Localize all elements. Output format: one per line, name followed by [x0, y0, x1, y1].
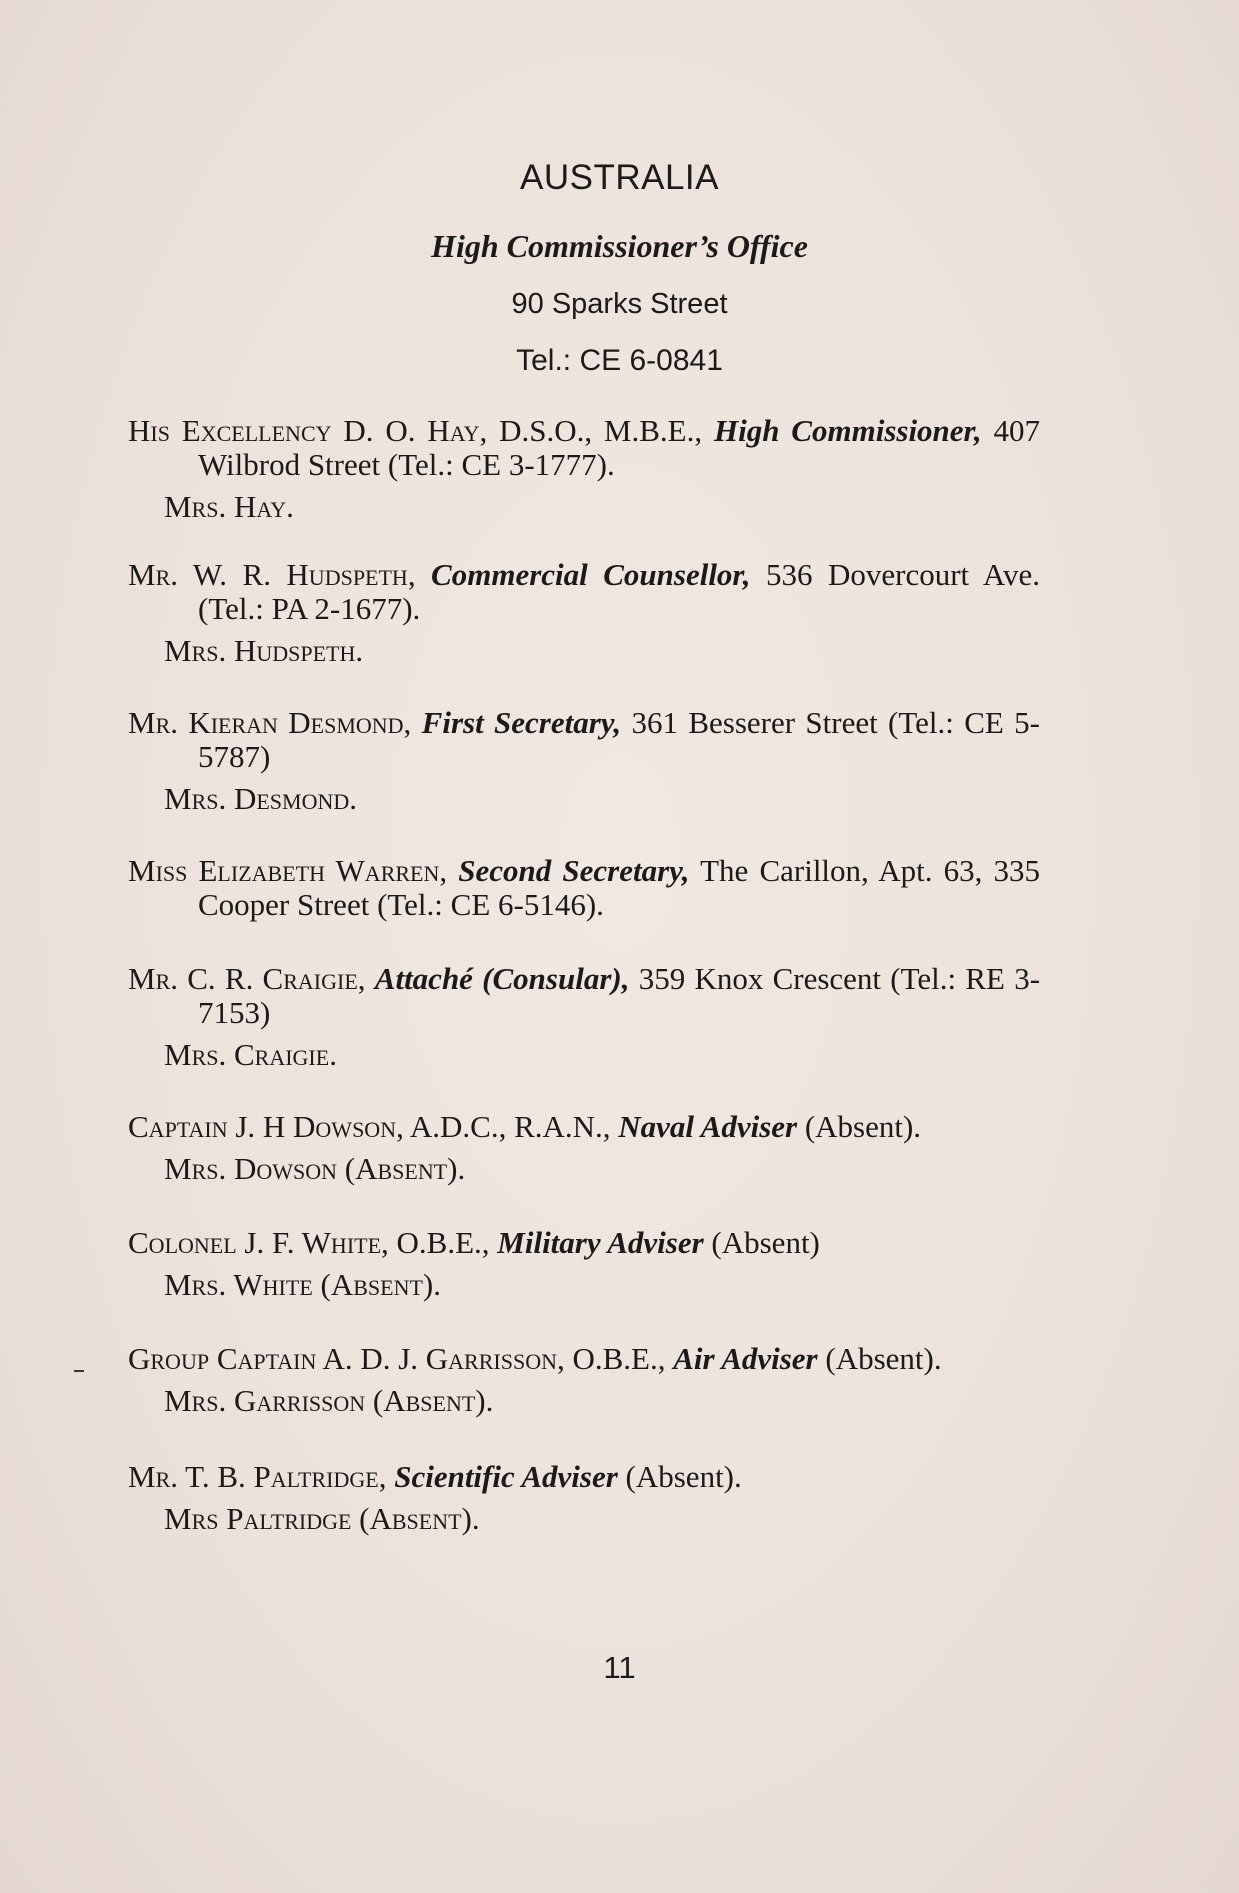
staff-entry [128, 1110, 1040, 1186]
entry-title: First Secretary, [421, 705, 622, 740]
staff-entry [128, 706, 1040, 816]
entry-title: Military Adviser [497, 1225, 704, 1260]
entry-details: 536 Dovercourt Ave. (Tel.: PA 2-1677). [198, 557, 1040, 626]
entry-details: (Absent) [703, 1225, 820, 1260]
entry-name: Miss Elizabeth Warren, [128, 853, 448, 888]
staff-entry [128, 962, 1040, 1072]
staff-list [128, 414, 1040, 1536]
margin-mark [74, 1370, 84, 1372]
entry-title: Attaché (Consular), [374, 961, 630, 996]
entry-title: High Commissioner, [713, 413, 982, 448]
entry-spouse: Mrs. Garrisson (Absent). [164, 1383, 494, 1418]
entry-details: (Absent). [617, 1459, 742, 1494]
entry-spouse: Mrs. Hay. [164, 489, 294, 524]
entry-details: The Carillon, Apt. 63, 335 Cooper Street (Tel.: CE 6-5146). [198, 853, 1040, 922]
entry-title: Air Adviser [673, 1341, 818, 1376]
entry-spouse: Mrs. Craigie. [164, 1037, 337, 1072]
office-telephone: Tel.: CE 6-0841 [516, 344, 723, 377]
entry-main [128, 1110, 1040, 1144]
entry-details: (Absent). [817, 1341, 942, 1376]
staff-entry [128, 414, 1040, 524]
entry-title: Second Secretary, [458, 853, 690, 888]
staff-entry [128, 1342, 1040, 1418]
staff-entry [128, 558, 1040, 668]
entry-name: Mr. C. R. Craigie, [128, 961, 366, 996]
entry-main [128, 558, 1040, 626]
entry-spouse: Mrs Paltridge (Absent). [164, 1501, 480, 1536]
entry-spouse: Mrs. Hudspeth. [164, 633, 364, 668]
entry-title: Scientific Adviser [394, 1459, 618, 1494]
entry-title: Commercial Counsellor, [431, 557, 751, 592]
country-heading: AUSTRALIA [520, 158, 719, 197]
entry-main [128, 854, 1040, 922]
entry-details: (Absent). [797, 1109, 922, 1144]
office-heading: High Commissioner’s Office [431, 228, 808, 264]
entry-details: 361 Besserer Street (Tel.: CE 5-5787) [198, 705, 1041, 774]
office-address: 90 Sparks Street [511, 288, 728, 320]
entry-name: Captain J. H Dowson, A.D.C., R.A.N., [128, 1109, 611, 1144]
entry-name: His Excellency D. O. Hay, D.S.O., M.B.E., [128, 413, 703, 448]
entry-spouse: Mrs. White (Absent). [164, 1267, 441, 1302]
entry-name: Colonel J. F. White, O.B.E., [128, 1225, 490, 1260]
entry-main [128, 1460, 1040, 1494]
staff-entry [128, 854, 1040, 922]
entry-name: Mr. T. B. Paltridge, [128, 1459, 387, 1494]
entry-name: Group Captain A. D. J. Garrisson, O.B.E., [128, 1341, 666, 1376]
entry-spouse: Mrs. Dowson (Absent). [164, 1151, 466, 1186]
entry-main [128, 706, 1040, 774]
entry-name: Mr. W. R. Hudspeth, [128, 557, 416, 592]
entry-main [128, 1226, 1040, 1260]
entry-details: 407 Wilbrod Street (Tel.: CE 3-1777). [198, 413, 1041, 482]
entry-main [128, 962, 1040, 1030]
staff-entry [128, 1460, 1040, 1536]
entry-name: Mr. Kieran Desmond, [128, 705, 412, 740]
entry-details: 359 Knox Crescent (Tel.: RE 3-7153) [198, 961, 1041, 1030]
staff-entry [128, 1226, 1040, 1302]
page-number: 11 [603, 1650, 636, 1685]
entry-main [128, 1342, 1040, 1376]
entry-title: Naval Adviser [618, 1109, 798, 1144]
entry-spouse: Mrs. Desmond. [164, 781, 358, 816]
entry-main [128, 414, 1040, 482]
